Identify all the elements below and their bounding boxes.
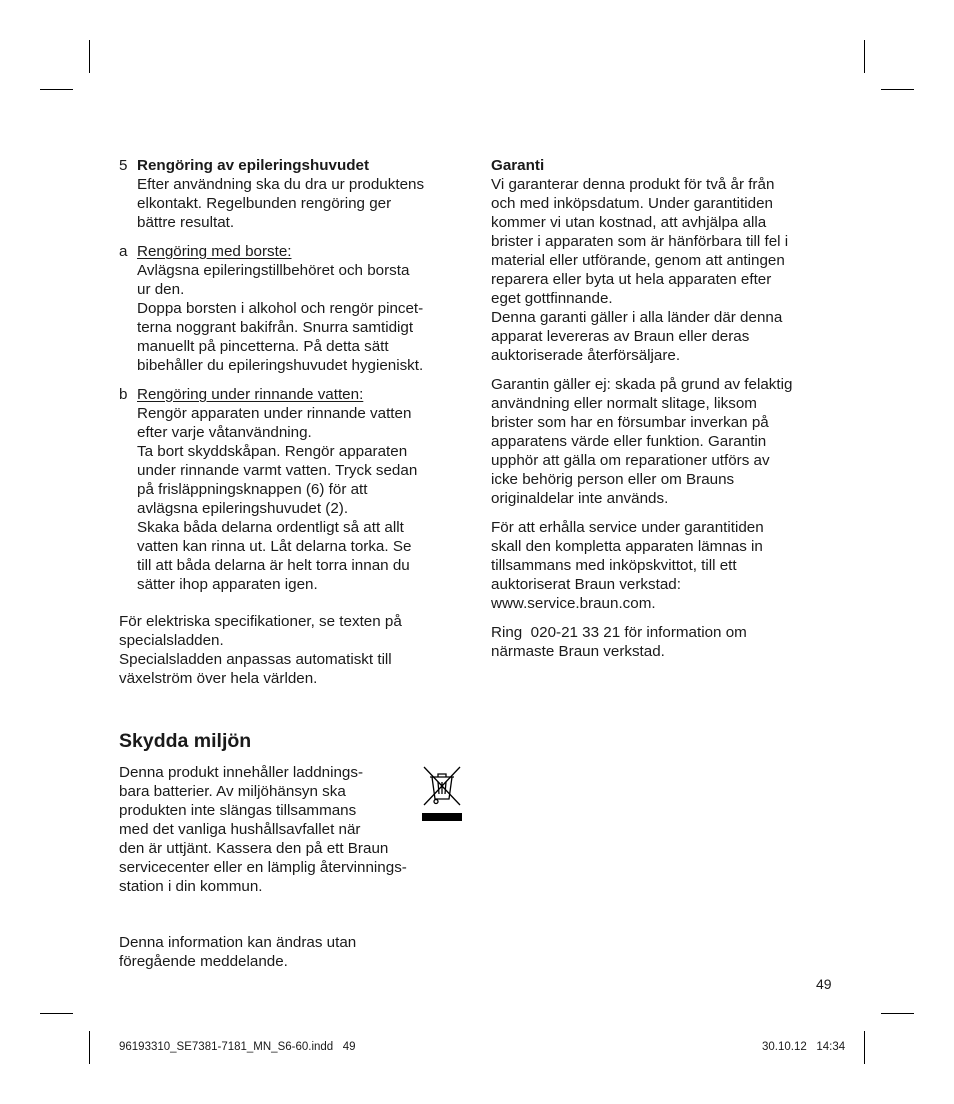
exclusions-line: brister som har en försumbar inverkan på [491,414,769,431]
guarantee-line: kommer vi utan kostnad, att avhjälpa alla [491,214,767,231]
electrical-line: specialsladden. [119,632,224,649]
crop-mark-top-right-horizontal [881,89,914,90]
section-b-line: till att båda delarna är helt torra innan du [137,557,410,574]
section-b-line: sätter ihop apparaten igen. [137,576,318,593]
exclusions-line: Garantin gäller ej: skada på grund av felaktig [491,376,793,393]
environment-line: station i din kommun. [119,878,263,895]
crop-mark-bottom-right-horizontal [881,1013,914,1014]
environment-line: Denna produkt innehåller laddnings- [119,764,364,781]
service-line: auktoriserat Braun verkstad: [491,576,681,593]
electrical-line: Specialsladden anpassas automatiskt till [119,651,392,668]
guarantee-line: material eller utförande, genom att antingen [491,252,785,269]
crop-mark-bottom-left-vertical [89,1031,90,1064]
section-b [119,385,469,594]
notice-line: Denna information kan ändras utan [119,934,357,951]
crossed-out-wheelie-bin-icon [422,763,462,823]
crop-mark-top-right-vertical [864,40,865,73]
phone-line: Ring 020-21 33 21 för information om [491,624,747,641]
section-b-letter: b [119,386,128,403]
section-b-line: Ta bort skyddskåpan. Rengör apparaten [137,443,408,460]
section-5-number: 5 [119,157,128,174]
section-5 [119,156,469,232]
exclusions-line: originaldelar inte används. [491,490,669,507]
section-b-line: Rengör apparaten under rinnande vatten [137,405,412,422]
guarantee-line: apparat levereras av Braun eller deras [491,328,750,345]
service-url: www.service.braun.com. [491,595,656,612]
exclusions-line: upphör att gälla om reparationer utförs av [491,452,770,469]
environment-section [119,729,469,896]
guarantee-line: auktoriserade återförsäljare. [491,347,681,364]
service-line: tillsammans med inköpskvittot, till ett [491,557,737,574]
section-b-line: avlägsna epileringshuvudet (2). [137,500,349,517]
environment-line: med det vanliga hushållsavfallet när [119,821,361,838]
crop-mark-top-left-vertical [89,40,90,73]
service-line: skall den kompletta apparaten lämnas in [491,538,763,555]
environment-heading: Skydda miljön [119,730,252,752]
section-b-line: vatten kan rinna ut. Låt delarna torka. Se [137,538,412,555]
section-b-line: Skaka båda delarna ordentligt så att allt [137,519,404,536]
guarantee-line: Denna garanti gäller i alla länder där denna [491,309,783,326]
page-number: 49 [816,976,832,992]
change-notice [119,933,469,971]
crop-mark-bottom-right-vertical [864,1031,865,1064]
section-b-heading: Rengöring under rinnande vatten: [137,386,364,403]
section-a-line: ur den. [137,281,185,298]
guarantee-line: eget gottfinnande. [491,290,613,307]
phone-line: närmaste Braun verkstad. [491,643,665,660]
section-b-line: på frisläppningsknappen (6) för att [137,481,368,498]
section-5-line: elkontakt. Regelbunden rengöring ger [137,195,392,212]
section-5-heading: Rengöring av epileringshuvudet [137,157,370,174]
notice-line: föregående meddelande. [119,953,288,970]
section-a-line: manuellt på pincetterna. På detta sätt [137,338,389,355]
exclusions-line: användning eller normalt slitage, liksom [491,395,757,412]
guarantee-line: och med inköpsdatum. Under garantitiden [491,195,773,212]
environment-line: servicecenter eller en lämplig återvinnings- [119,859,407,876]
exclusions-line: icke behörig person eller om Brauns [491,471,735,488]
section-b-line: efter varje våtanvändning. [137,424,312,441]
service-line: För att erhålla service under garantitiden [491,519,764,536]
crop-mark-top-left-horizontal [40,89,73,90]
right-column [491,156,841,661]
exclusions-line: apparatens värde eller funktion. Garantin [491,433,767,450]
environment-line: bara batterier. Av miljöhänsyn ska [119,783,346,800]
section-a-line: bibehåller du epileringshuvudet hygieniskt. [137,357,424,374]
section-a-line: Avlägsna epileringstillbehöret och borsta [137,262,410,279]
footer-filename: 96193310_SE7381-7181_MN_S6-60.indd 49 [119,1041,356,1053]
footer-timestamp: 30.10.12 14:34 [762,1041,846,1053]
guarantee-line: Vi garanterar denna produkt för två år från [491,176,775,193]
guarantee-line: brister i apparaten som är hänförbara till fel i [491,233,789,250]
crop-mark-bottom-left-horizontal [40,1013,73,1014]
section-a-letter: a [119,243,128,260]
environment-line: produkten inte slängas tillsammans [119,802,357,819]
left-column [119,156,469,688]
environment-line: den är uttjänt. Kassera den på ett Braun [119,840,389,857]
electrical-specifications [119,612,469,688]
section-5-line: bättre resultat. [137,214,235,231]
section-a-line: terna noggrant bakifrån. Snurra samtidigt [137,319,414,336]
electrical-line: För elektriska specifikationer, se texten på [119,613,402,630]
section-5-line: Efter användning ska du dra ur produktens [137,176,425,193]
section-a [119,242,469,375]
section-b-line: under rinnande varmt vatten. Tryck sedan [137,462,418,479]
section-a-line: Doppa borsten i alkohol och rengör pincet- [137,300,424,317]
guarantee-heading: Garanti [491,157,545,174]
guarantee-line: reparera eller byta ut hela apparaten efter [491,271,772,288]
electrical-line: växelström över hela världen. [119,670,318,687]
section-a-heading: Rengöring med borste: [137,243,292,260]
